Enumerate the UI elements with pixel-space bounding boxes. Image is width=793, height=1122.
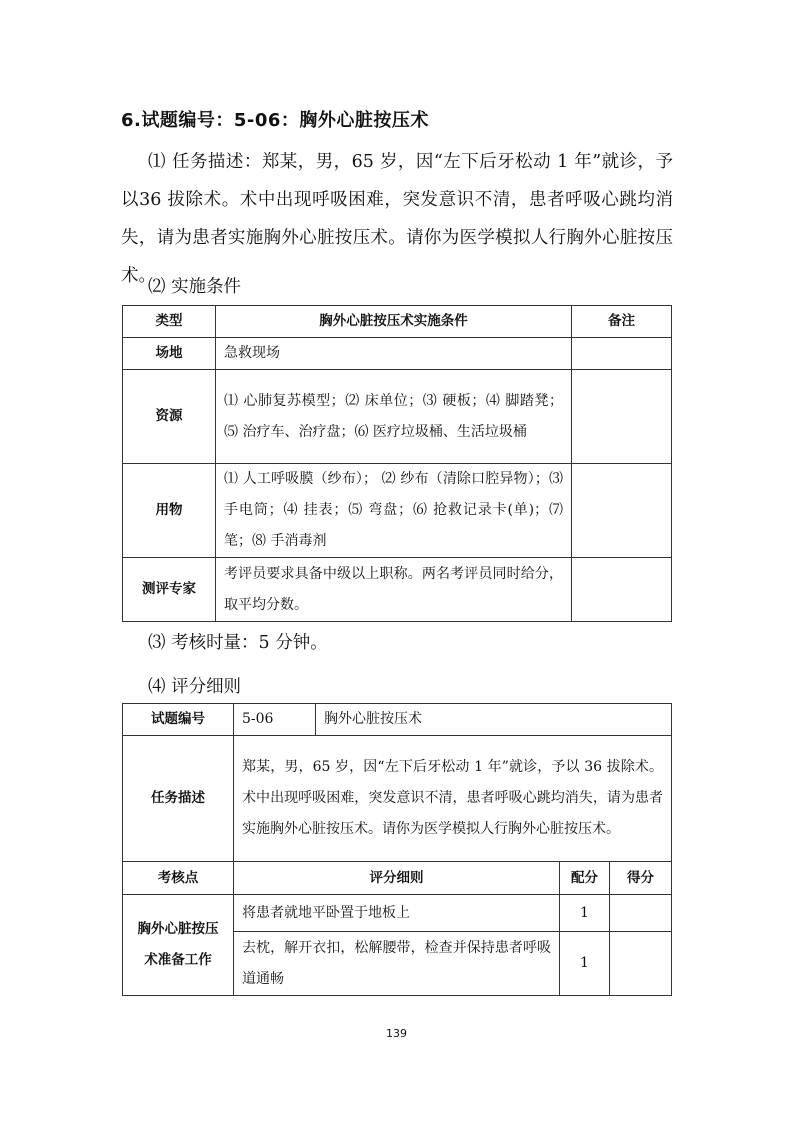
table-row (123, 558, 672, 622)
header-cell-conditions: 胸外心脏按压术实施条件 (216, 306, 572, 338)
header-cell-note: 备注 (572, 306, 672, 338)
header-cell-checkpoint: 考核点 (123, 862, 234, 895)
row-label: 场地 (123, 338, 216, 370)
header-cell-criteria: 评分细则 (234, 862, 560, 895)
conditions-table (122, 305, 672, 622)
score-cell (610, 895, 672, 932)
score-cell (610, 932, 672, 996)
exam-id-label: 试题编号 (123, 704, 234, 736)
row-note (572, 464, 672, 558)
row-note (572, 370, 672, 464)
page-heading: 6.试题编号：5-06：胸外心脏按压术 (121, 110, 429, 131)
exam-time-text: ⑶ 考核时量：5 分钟。 (148, 633, 328, 653)
row-content: 考评员要求具备中级以上职称。两名考评员同时给分，取平均分数。 (216, 558, 572, 622)
table-row (123, 895, 672, 932)
table-row (123, 338, 672, 370)
scoring-table (122, 703, 672, 996)
table-header-row (123, 306, 672, 338)
table-row (123, 704, 672, 736)
row-note (572, 338, 672, 370)
row-content: ⑴ 人工呼吸膜（纱布）； ⑵ 纱布（清除口腔异物）；⑶ 手电筒；⑷ 挂表；⑸ 弯盘；⑹ 抢救记录卡(单)；⑺ 笔；⑻ 手消毒剂 (216, 464, 572, 558)
row-content: ⑴ 心肺复苏模型；⑵ 床单位；⑶ 硬板；⑷ 脚踏凳；⑸ 治疗车、治疗盘；⑹ 医疗垃圾桶、生活垃圾桶 (216, 370, 572, 464)
criteria-cell: 将患者就地平卧置于地板上 (234, 895, 560, 932)
row-label: 用物 (123, 464, 216, 558)
header-cell-score: 得分 (610, 862, 672, 895)
exam-id-value: 5-06 (234, 704, 316, 736)
criteria-cell: 去枕，解开衣扣，松解腰带，检查并保持患者呼吸道通畅 (234, 932, 560, 996)
table-row (123, 736, 672, 862)
task-label: 任务描述 (123, 736, 234, 862)
points-cell: 1 (560, 895, 610, 932)
table-row (123, 370, 672, 464)
exam-title-value: 胸外心脏按压术 (316, 704, 672, 736)
header-cell-points: 配分 (560, 862, 610, 895)
row-label: 资源 (123, 370, 216, 464)
header-cell-type: 类型 (123, 306, 216, 338)
section-title-scoring: ⑷ 评分细则 (148, 677, 242, 697)
points-cell: 1 (560, 932, 610, 996)
row-label: 测评专家 (123, 558, 216, 622)
page-number: 139 (386, 1027, 407, 1040)
row-content: 急救现场 (216, 338, 572, 370)
task-description-paragraph: ⑴ 任务描述：郑某，男，65 岁，因“左下后牙松动 1 年”就诊，予以36 拔除术。术中出现呼吸困难，突发意识不清，患者呼吸心跳均消失，请为患者实施胸外心脏按压术。请你为医学模拟人行胸外心脏按压术。 (121, 152, 673, 286)
table-header-row (123, 862, 672, 895)
table-row (123, 464, 672, 558)
section-title-conditions: ⑵ 实施条件 (148, 277, 242, 297)
group-label: 胸外心脏按压术准备工作 (123, 895, 234, 996)
task-text: 郑某，男，65 岁，因“左下后牙松动 1 年”就诊，予以 36 拔除术。术中出现呼吸困难，突发意识不清，患者呼吸心跳均消失，请为患者实施胸外心脏按压术。请你为医学模拟人行胸外心脏按压术。 (234, 736, 672, 862)
row-note (572, 558, 672, 622)
